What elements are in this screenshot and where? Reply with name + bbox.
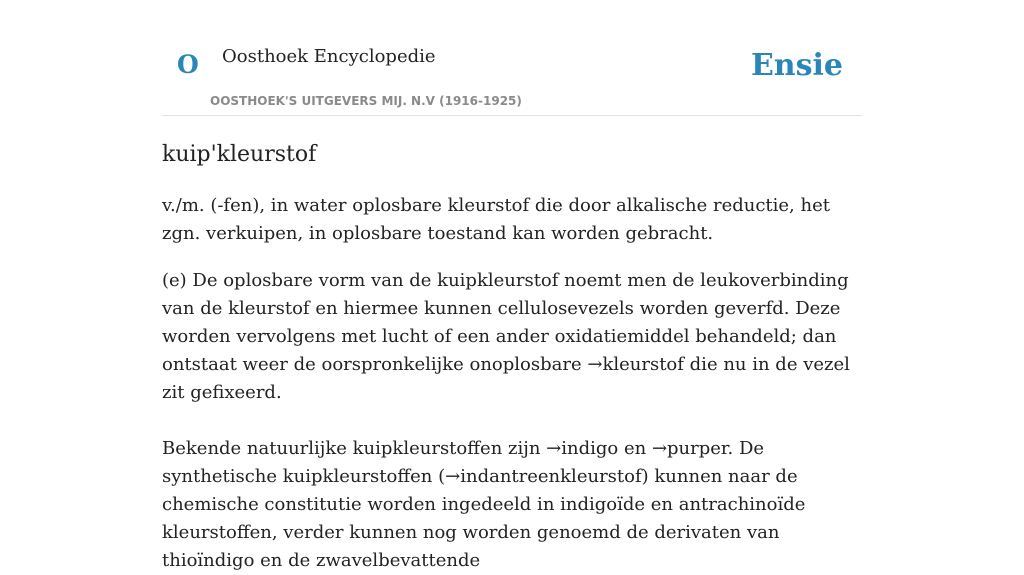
brand-logo[interactable]: Ensie — [750, 48, 843, 83]
entry-title: kuip'kleurstof — [162, 142, 317, 167]
paragraph-text: Bekende natuurlijke kuipkleurstoffen zijn — [162, 438, 547, 460]
cross-reference-link[interactable]: →indigo — [546, 438, 619, 460]
entry-definition: v./m. (-fen), in water oplosbare kleurstof die door alkalische reductie, het zgn. verkuipen, in oplosbare toestand kan worden gebracht. — [162, 195, 830, 245]
cross-reference-link[interactable]: →kleurstof — [587, 354, 684, 376]
paragraph-text: ) kunnen naar de chemische constitutie worden ingedeeld in indigoïde en antrachinoïde kleurstoffen, verder kunnen nog worden genoemd de derivaten van thioïndigo en de zwavelbevattende — [162, 466, 806, 572]
publisher-label: OOSTHOEK'S UITGEVERS MIJ. N.V (1916-1925) — [210, 94, 522, 108]
page — [162, 0, 862, 572]
paragraph-text: die nu in de vezel zit gefixeerd. — [162, 354, 850, 404]
paragraph-text: en — [618, 438, 652, 460]
entry-paragraph-2 — [162, 435, 862, 575]
paragraph-text: . De synthetische kuipkleurstoffen ( — [162, 438, 765, 488]
paragraph-text: (e) De oplosbare vorm van de kuipkleurstof noemt men de leukoverbinding van de kleurstof en hiermee kunnen cellulosevezels worden geverfd. Deze worden vervolgens met lucht of een ander oxidatiemiddel behandeld; dan ontstaat weer de oorspronkelijke onoplosbare — [162, 270, 849, 376]
cross-reference-link[interactable]: →indantreenkleurstof — [445, 466, 642, 488]
source-logo: O — [177, 50, 199, 79]
cross-reference-link[interactable]: →purper — [651, 438, 728, 460]
header — [162, 0, 862, 116]
entry-paragraph-1 — [162, 267, 862, 407]
source-title[interactable]: Oosthoek Encyclopedie — [222, 46, 436, 67]
